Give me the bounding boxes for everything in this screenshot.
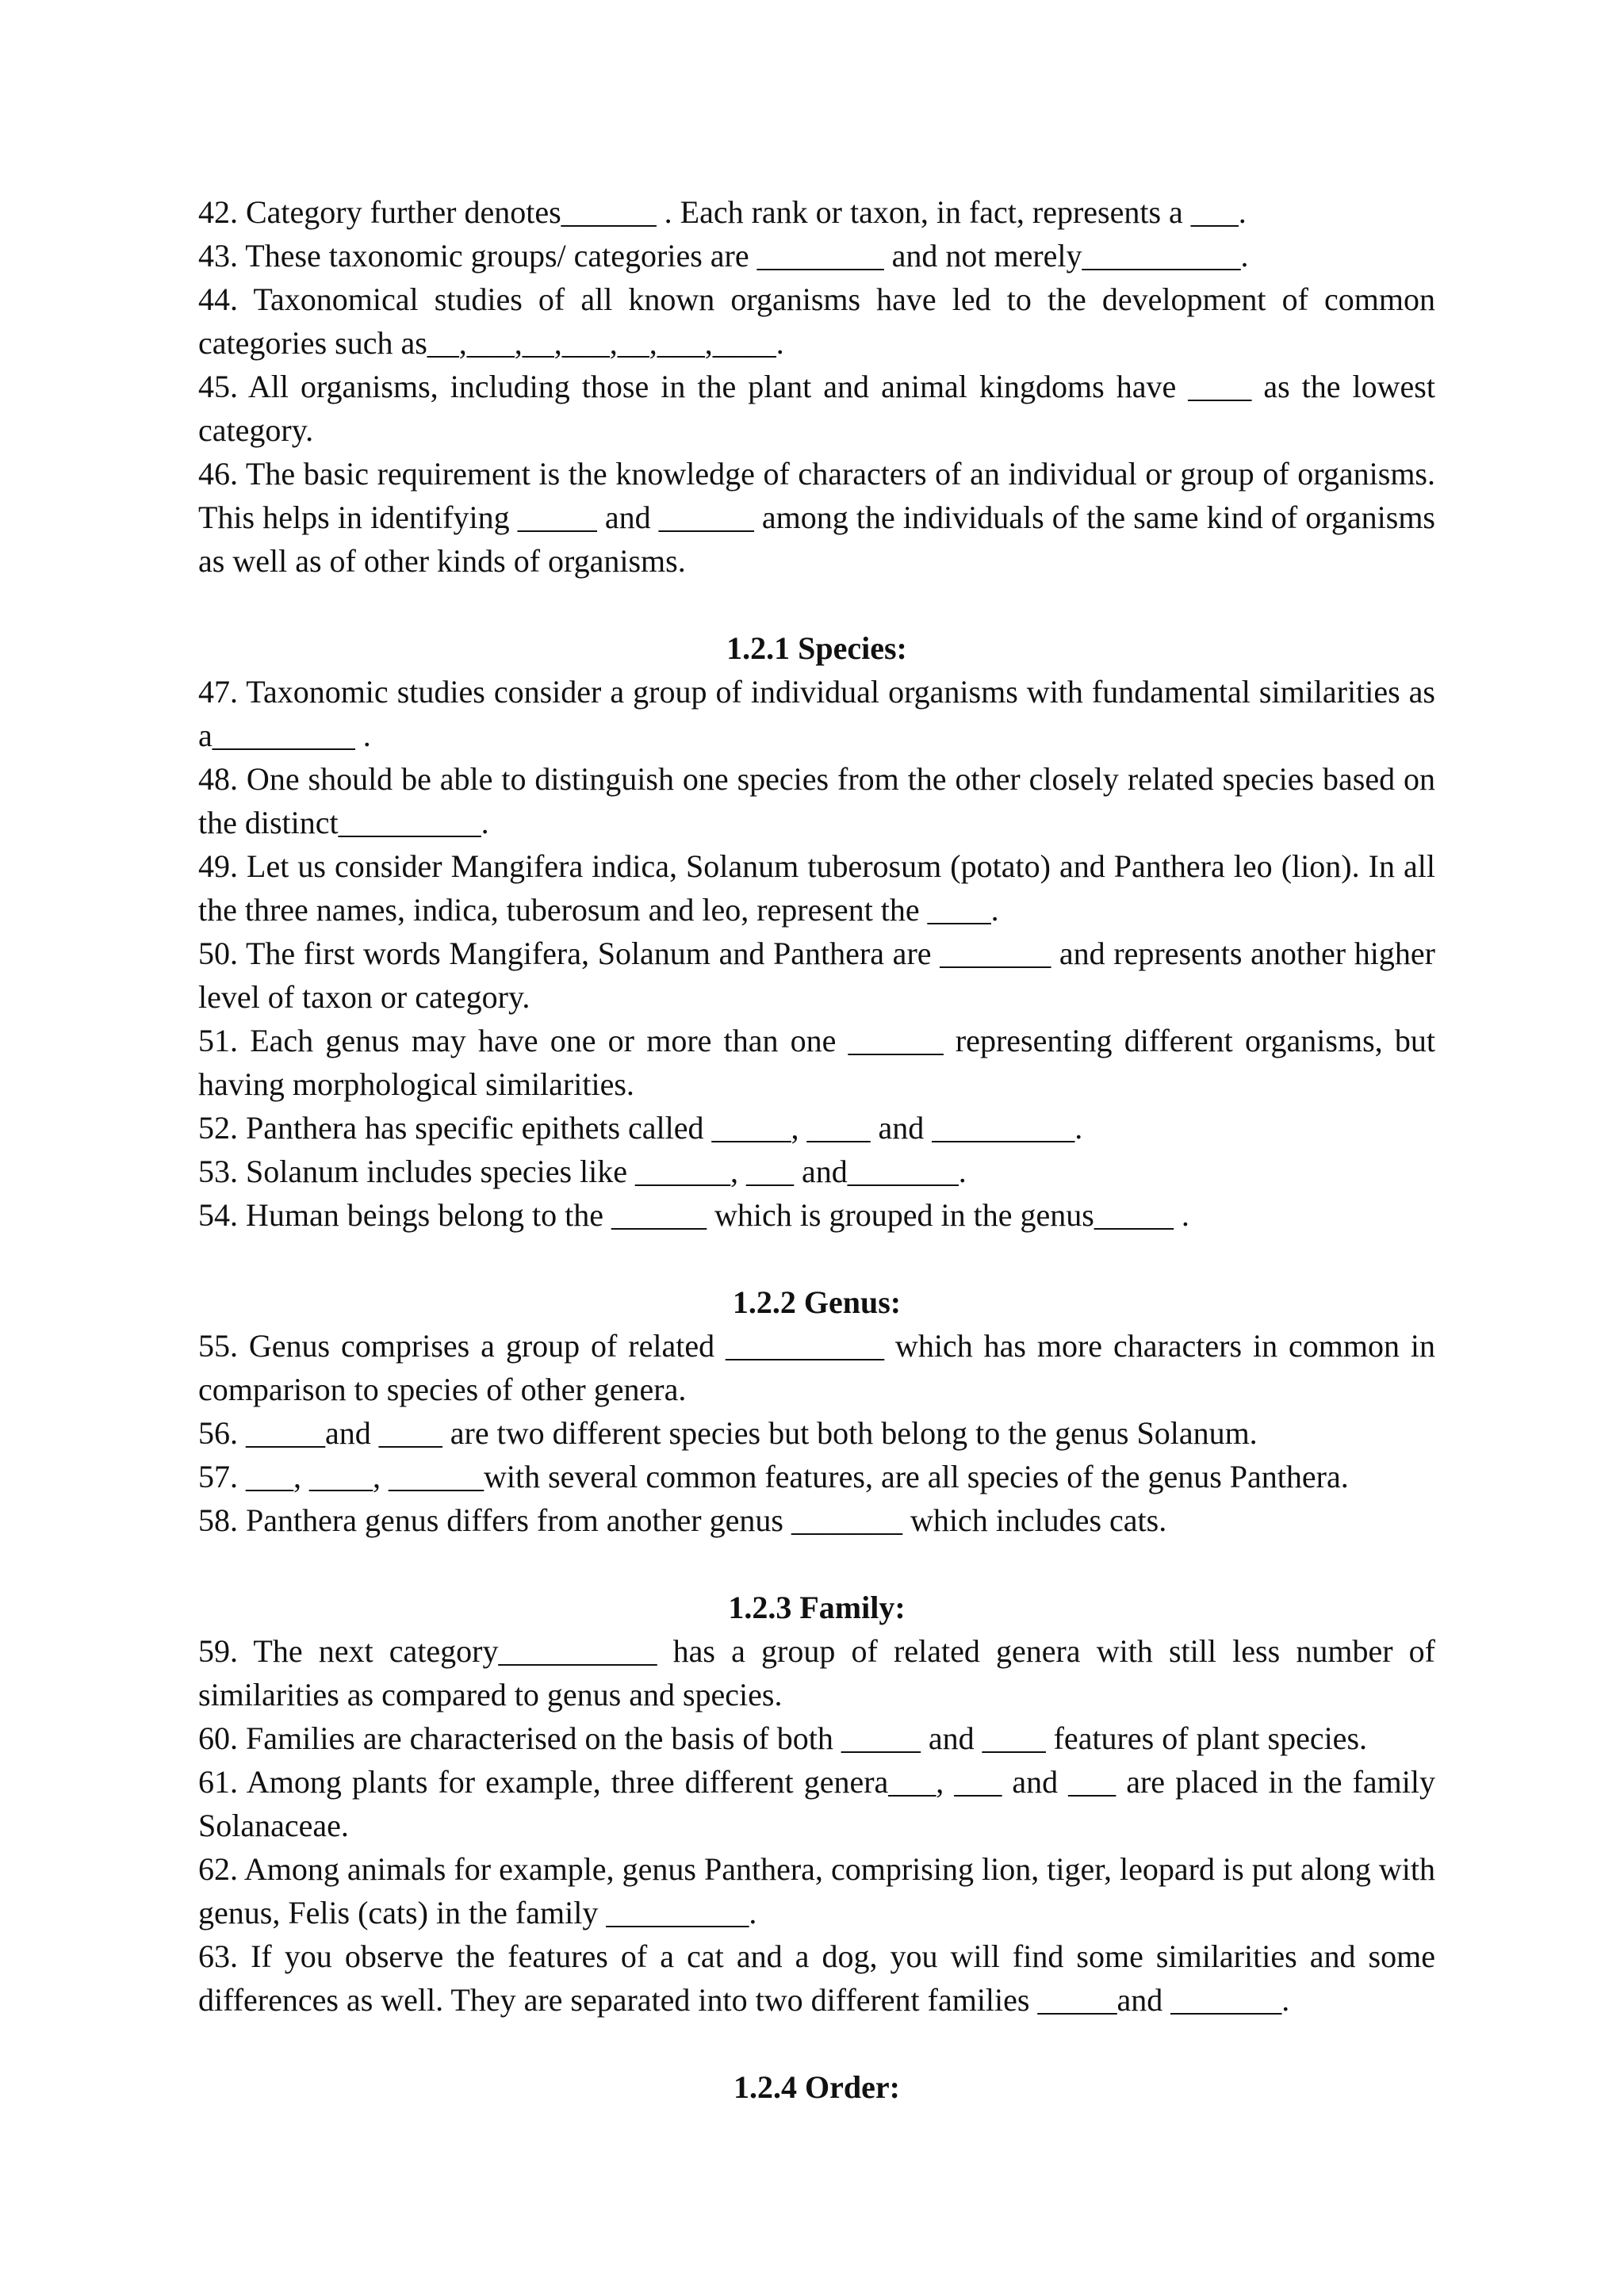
question-45: 45. All organisms, including those in the plant and animal kingdoms have ____ as the lowest category.: [198, 369, 1435, 448]
question-42: 42. Category further denotes______ . Each rank or taxon, in fact, represents a ___.: [198, 194, 1247, 230]
question-43: 43. These taxonomic groups/ categories are ________ and not merely__________.: [198, 238, 1249, 274]
question-55: 55. Genus comprises a group of related __________ which has more characters in common in comparison to species of other genera.: [198, 1328, 1435, 1407]
question-56: 56. _____and ____ are two different species but both belong to the genus Solanum.: [198, 1415, 1258, 1451]
question-46: 46. The basic requirement is the knowledge of characters of an individual or group of organisms. This helps in identifying _____ and ______ among the individuals of the same kind of organisms as well as of other kinds of organisms.: [198, 456, 1435, 579]
question-54: 54. Human beings belong to the ______ which is grouped in the genus_____ .: [198, 1197, 1189, 1233]
question-47: 47. Taxonomic studies consider a group of individual organisms with fundamental similarities as a_________ .: [198, 674, 1435, 753]
question-57: 57. ___, ____, ______with several common features, are all species of the genus Panthera.: [198, 1459, 1349, 1494]
question-50: 50. The first words Mangifera, Solanum and Panthera are _______ and represents another higher level of taxon or category.: [198, 936, 1435, 1015]
question-49: 49. Let us consider Mangifera indica, Solanum tuberosum (potato) and Panthera leo (lion). In all the three names, indica, tuberosum and leo, represent the ____.: [198, 848, 1435, 928]
question-62: 62. Among animals for example, genus Panthera, comprising lion, tiger, leopard is put along with genus, Felis (cats) in the family _________.: [198, 1851, 1435, 1931]
section-heading-genus: 1.2.2 Genus:: [732, 1284, 902, 1320]
question-44: 44. Taxonomical studies of all known organisms have led to the development of common categories such as__,___,__,___,__,___,____.: [198, 281, 1435, 361]
question-59: 59. The next category__________ has a group of related genera with still less number of similarities as compared to genus and species.: [198, 1633, 1435, 1712]
question-61: 61. Among plants for example, three different genera___, ___ and ___ are placed in the family Solanaceae.: [198, 1764, 1435, 1843]
section-heading-species: 1.2.1 Species:: [726, 630, 907, 666]
section-heading-order: 1.2.4 Order:: [733, 2069, 900, 2105]
section-heading-family: 1.2.3 Family:: [728, 1590, 906, 1625]
question-58: 58. Panthera genus differs from another genus _______ which includes cats.: [198, 1502, 1167, 1538]
question-63: 63. If you observe the features of a cat and a dog, you will find some similarities and some differences as well. They are separated into two different families _____and _______.: [198, 1938, 1435, 2018]
question-51: 51. Each genus may have one or more than one ______ representing different organisms, but having morphological similarities.: [198, 1023, 1435, 1102]
question-52: 52. Panthera has specific epithets called _____, ____ and _________.: [198, 1110, 1083, 1146]
question-60: 60. Families are characterised on the basis of both _____ and ____ features of plant species.: [198, 1720, 1368, 1756]
worksheet-page: [198, 190, 1435, 2109]
question-53: 53. Solanum includes species like ______, ___ and_______.: [198, 1154, 967, 1189]
question-48: 48. One should be able to distinguish one species from the other closely related species based on the distinct_________.: [198, 761, 1435, 840]
